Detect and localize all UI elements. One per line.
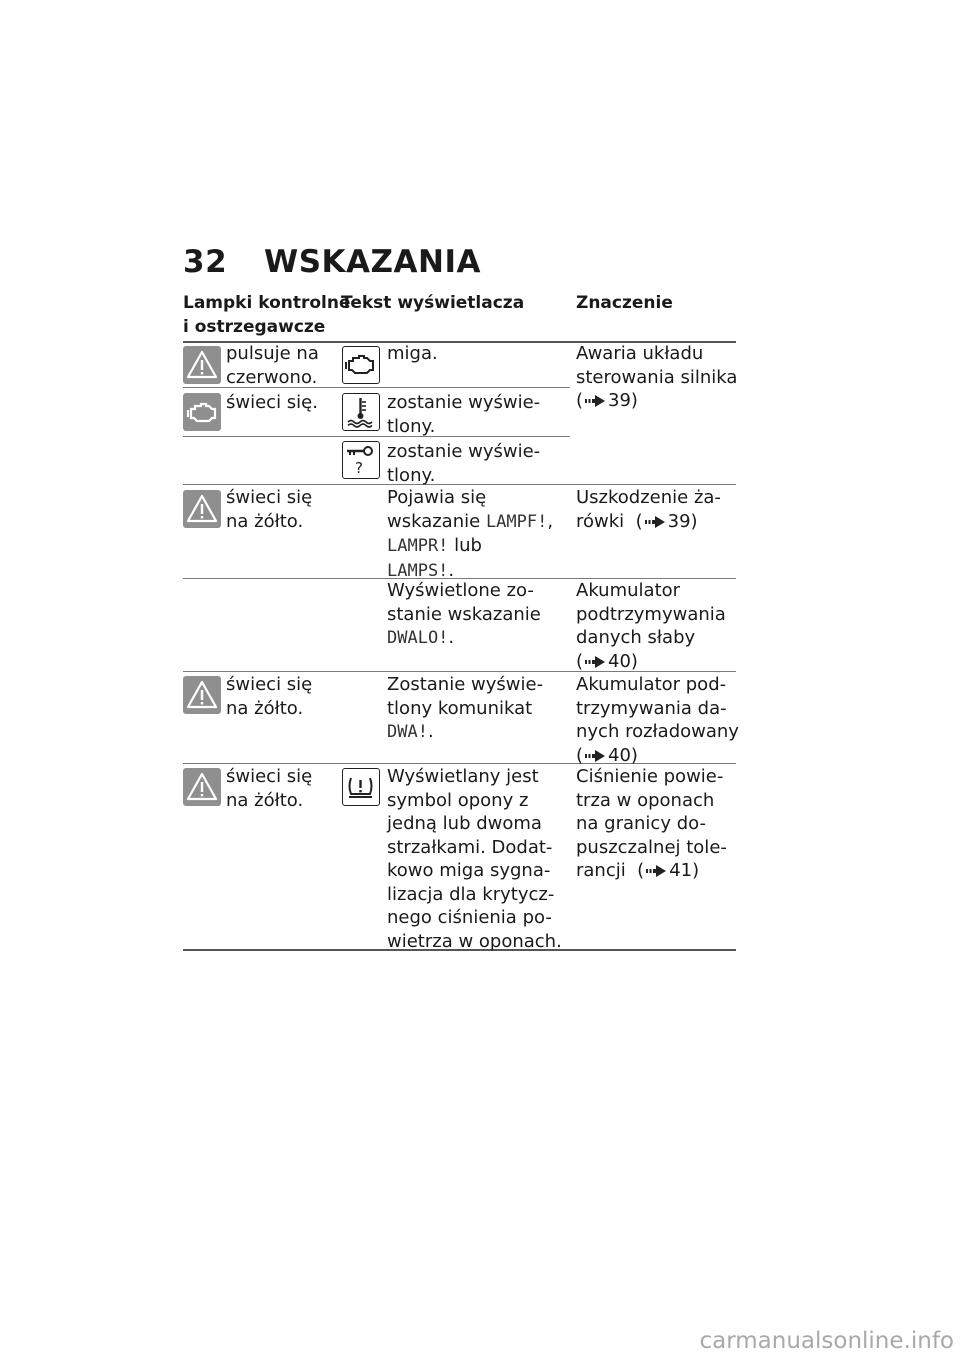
engine-icon [183,393,221,431]
lamp-status: świeci się na żółto. [226,487,313,532]
display-text: zostanie wyświe- tlony. [387,392,541,437]
lamp-status: świeci się na żółto. [226,674,313,719]
display-code: LAMPR! [387,536,449,556]
meaning-text: Uszkodzenie ża- rówki ( 39) [576,487,721,532]
engine-icon [342,346,380,384]
lamp-status: świeci się na żółto. [226,766,313,811]
tire-pressure-icon [342,768,380,806]
svg-text:?: ? [355,459,363,477]
column-header-meaning: Znaczenie [576,293,673,313]
display-code: LAMPS! [387,560,449,581]
page-reference-arrow-icon [585,656,605,668]
meaning-text: Ciśnienie powie- trza w oponach na granicy do- puszczalnej tole- rancji ( 41) [576,766,727,881]
lamp-status: pulsuje na czerwono. [226,343,319,388]
coolant-temperature-icon [342,393,380,431]
page-reference-arrow-icon [585,750,605,762]
warning-triangle-icon [183,346,221,384]
key-question-icon [342,441,380,479]
display-text: Wyświetlone zo- stanie wskazanie DWALO!. [387,580,541,648]
warning-triangle-icon [183,490,221,528]
page-reference-arrow-icon [585,395,605,407]
warning-triangle-icon [183,768,221,806]
column-header-lamps: Lampki kontrolne i ostrzegawcze [183,293,351,337]
display-text: Pojawia się wskazanie LAMPF!, LAMPR! lub LAMPS!. [387,487,554,581]
warning-triangle-icon [183,676,221,714]
display-code: DWA! [387,722,428,742]
section-title: WSKAZANIA [264,244,481,280]
display-text: zostanie wyświe- tlony. [387,441,541,486]
display-code: LAMPF! [485,511,548,532]
display-code: DWALO! [387,628,449,648]
lamp-status: świeci się. [226,392,318,413]
display-text: Wyświetlany jest symbol opony z jedną lub dwoma strzałkami. Dodat- kowo miga sygna- lizacja dla krytycz- nego ciśnienia po- wietrza w oponach. [387,766,562,952]
page-reference-arrow-icon [646,865,666,877]
display-text: Zostanie wyświe- tlony komunikat DWA!. [387,674,544,742]
meaning-text: Akumulator podtrzymywania danych słaby ( 40) [576,580,726,672]
meaning-text: Awaria układu sterowania silnika ( 39) [576,343,738,411]
meaning-text: Akumulator pod- trzymywania da- nych rozładowany ( 40) [576,674,739,766]
watermark: carmanualsonline.info [699,1328,954,1354]
display-text: miga. [387,343,438,364]
page-reference-arrow-icon [645,516,665,528]
column-header-display: Tekst wyświetlacza [341,293,525,313]
page-number: 32 [183,244,228,280]
